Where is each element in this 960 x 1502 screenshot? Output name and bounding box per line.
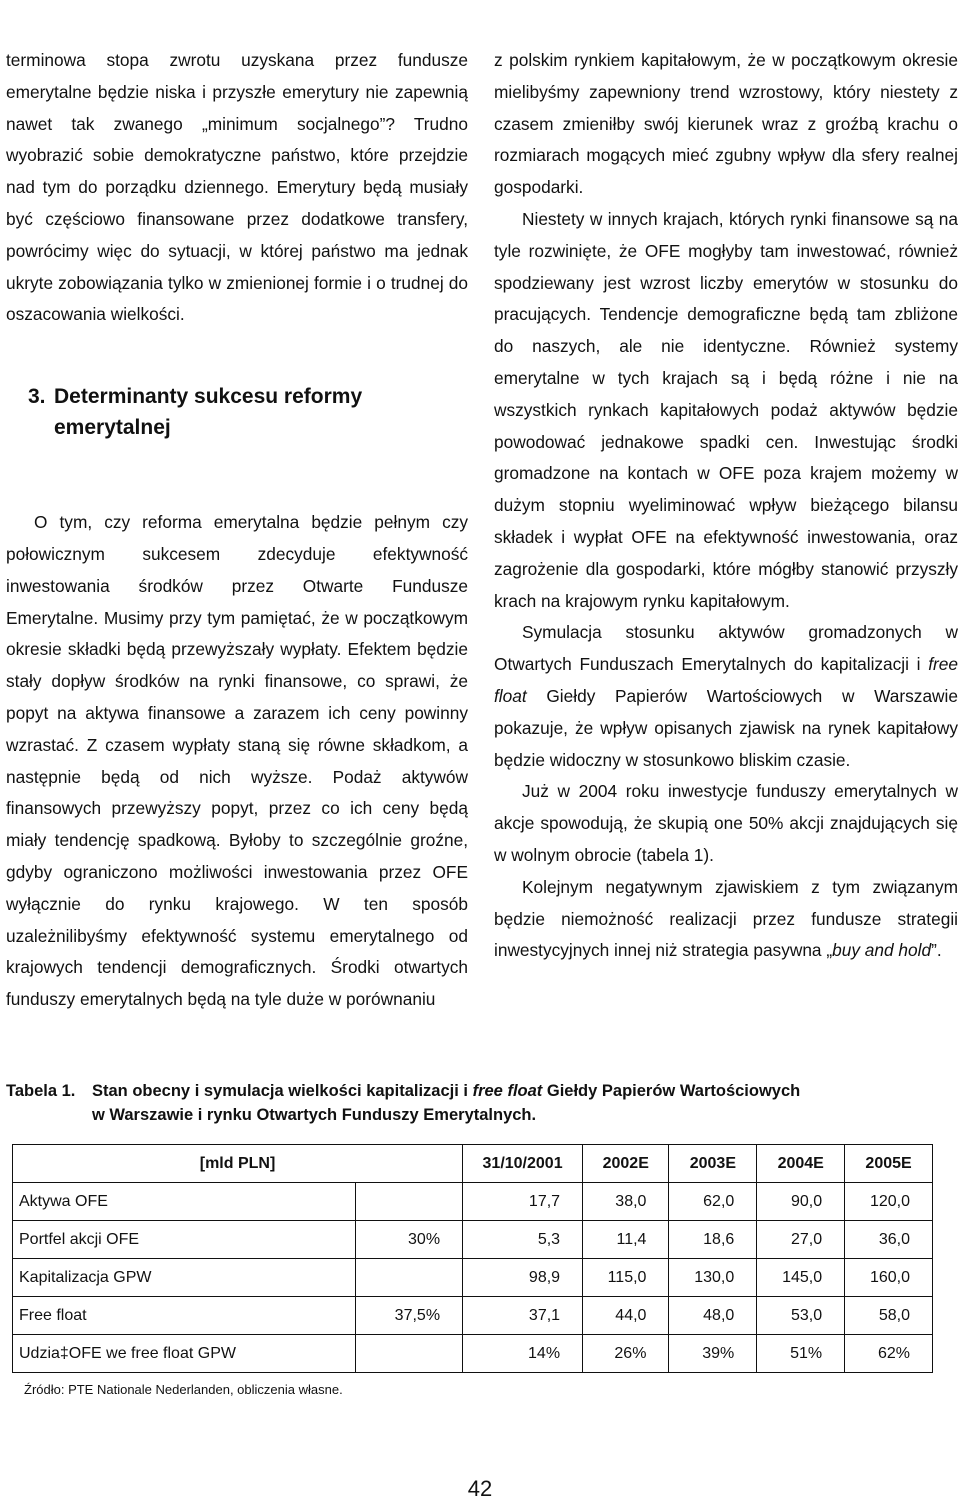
paragraph: Symulacja stosunku aktywów gromadzonych w Otwartych Funduszach Emerytalnych do kapitalizacji i free float Giełdy Papierów Wartościowych w Warszawie pokazuje, że wpływ opisanych zjawisk na rynek kapitałowy będzie widoczny w stosunkowo bliskim czasie. xyxy=(494,622,958,770)
table-cell: 26% xyxy=(583,1335,669,1373)
left-column xyxy=(6,45,468,1016)
paragraph: z polskim rynkiem kapitałowym, że w początkowym okresie mielibyśmy zapewniony trend wzrostowy, który niestety z czasem zmieniłby swój kierunek wraz z groźbą krachu o rozmiarach mogących mieć zgubny wpływ dla sfery realnej gospodarki. xyxy=(494,50,958,198)
table-row xyxy=(13,1335,933,1373)
table-cell: 115,0 xyxy=(583,1259,669,1297)
section-title: Determinanty sukcesu reformy emerytalnej xyxy=(54,385,363,440)
table-cell xyxy=(356,1259,463,1297)
paragraph: Niestety w innych krajach, których rynki finansowe są na tyle rozwinięte, że OFE mogłyby tam inwestować, również spodziewany jest wzrost liczby emerytów w stosunku do pracujących. Tendencje demograficzne będą tam zbliżone do naszych, ale nie identyczne. Również systemy emerytalne w tych krajach są i będą różne i nie na wszystkich rynkach kapitałowych podaż aktywów będzie powodować jednakowe spadki cen. Inwestując środki gromadzone na kontach w OFE poza krajem możemy w dużym stopniu wyeliminować wpływ bieżącego bilansu składek i wypłat OFE na efektywność inwestowania, oraz zagrożenie dla gospodarki, które mógłby stanowić przyszły krach na krajowym rynku kapitałowym. xyxy=(494,208,958,611)
table-cell: 160,0 xyxy=(845,1259,933,1297)
right-column xyxy=(494,45,958,967)
table-cell: 30% xyxy=(356,1221,463,1259)
table-cell: 36,0 xyxy=(845,1221,933,1259)
table-cell: 48,0 xyxy=(669,1297,757,1335)
table-cell: 5,3 xyxy=(463,1221,583,1259)
table-cell: 37,1 xyxy=(463,1297,583,1335)
table-cell: 90,0 xyxy=(757,1183,845,1221)
table-row xyxy=(13,1259,933,1297)
table-cell xyxy=(356,1335,463,1373)
table-cell: Kapitalizacja GPW xyxy=(13,1259,356,1297)
table-cell: 145,0 xyxy=(757,1259,845,1297)
table-cell xyxy=(356,1183,463,1221)
table-cell: 62,0 xyxy=(669,1183,757,1221)
table-header-row xyxy=(13,1145,933,1183)
table-row xyxy=(13,1183,933,1221)
table-cell: 130,0 xyxy=(669,1259,757,1297)
table-cell: 11,4 xyxy=(583,1221,669,1259)
table-row xyxy=(13,1221,933,1259)
table-cell: 62% xyxy=(845,1335,933,1373)
column-header: [mld PLN] xyxy=(13,1145,463,1183)
data-table xyxy=(12,1144,933,1373)
column-header: 2002E xyxy=(583,1145,669,1183)
paragraph: Kolejnym negatywnym zjawiskiem z tym związanym będzie niemożność realizacji przez fundusze strategii inwestycyjnych innej niż strategia pasywna „buy and hold”. xyxy=(494,876,958,961)
table-cell: 39% xyxy=(669,1335,757,1373)
table-cell: 98,9 xyxy=(463,1259,583,1297)
paragraph: Już w 2004 roku inwestycje funduszy emerytalnych w akcje spowodują, że skupią one 50% akcji znajdujących się w wolnym obrocie (tabela 1). xyxy=(494,781,958,865)
italic-term: buy and hold xyxy=(832,940,932,961)
table-cell: Free float xyxy=(13,1297,356,1335)
column-header: 31/10/2001 xyxy=(463,1145,583,1183)
page-number: 42 xyxy=(467,1476,493,1501)
table-label: Tabela 1. xyxy=(6,1082,76,1100)
paragraph: O tym, czy reforma emerytalna będzie pełnym czy połowicznym sukcesem zdecyduje efektywność inwestowania środków przez Otwarte Fundusze Emerytalne. Musimy przy tym pamiętać, że w początkowym okresie składki będą przewyższały wypłaty. Efektem będzie stały dopływ środków na rynki finansowe, co sprawi, że popyt na aktywa finansowe a zarazem ich ceny powinny wzrastać. Z czasem wypłaty staną się równe składkom, a następnie będą od nich wyższe. Podaż aktywów finansowych przewyższy popyt, przez co ich ceny będą miały tendencję spadkową. Byłoby to szczególnie groźne, gdyby ograniczono możliwości inwestowania przez OFE wyłącznie do rynku krajowego. W ten sposób uzależnilibyśmy efektywność systemu emerytalnego od krajowych tendencji demograficznych. Środki otwartych funduszy emerytalnych będą na tyle duże w porównaniu xyxy=(6,512,468,1010)
table-cell: 120,0 xyxy=(845,1183,933,1221)
table-cell: 58,0 xyxy=(845,1297,933,1335)
table-cell: 44,0 xyxy=(583,1297,669,1335)
column-header: 2005E xyxy=(845,1145,933,1183)
table-cell: 14% xyxy=(463,1335,583,1373)
table-cell: Portfel akcji OFE xyxy=(13,1221,356,1259)
italic-term: free float xyxy=(494,654,958,706)
paragraph: terminowa stopa zwrotu uzyskana przez fundusze emerytalne będzie niska i przyszłe emerytury nie zapewnią nawet tak zwanego „minimum socjalnego”? Trudno wyobrazić sobie demokratyczne państwo, które przejdzie nad tym do porządku dziennego. Emerytury będą musiały być częściowo finansowane przez dodatkowe transfery, powrócimy więc do sytuacji, w której państwo ma jednak ukryte zobowiązania tylko w zmienionej formie i o trudnej do oszacowania wielkości. xyxy=(6,50,468,325)
table-cell: 27,0 xyxy=(757,1221,845,1259)
table-cell: 37,5% xyxy=(356,1297,463,1335)
table-cell: 18,6 xyxy=(669,1221,757,1259)
table-cell: 53,0 xyxy=(757,1297,845,1335)
column-header: 2003E xyxy=(669,1145,757,1183)
table-cell: 51% xyxy=(757,1335,845,1373)
section-number: 3. xyxy=(28,385,46,409)
table-cell: 17,7 xyxy=(463,1183,583,1221)
table-cell: 38,0 xyxy=(583,1183,669,1221)
section-heading xyxy=(6,381,468,443)
column-header: 2004E xyxy=(757,1145,845,1183)
table-source: Źródło: PTE Nationale Nederlanden, obliczenia własne. xyxy=(24,1382,343,1397)
table-row xyxy=(13,1297,933,1335)
table-cell: Udzia‡OFE we free float GPW xyxy=(13,1335,356,1373)
table-caption: Tabela 1. Stan obecny i symulacja wielkości kapitalizacji i free float Giełdy Papierów Wartościowych w Warszawie i rynku Otwartych Funduszy Emerytalnych. xyxy=(6,1079,956,1127)
table-cell: Aktywa OFE xyxy=(13,1183,356,1221)
